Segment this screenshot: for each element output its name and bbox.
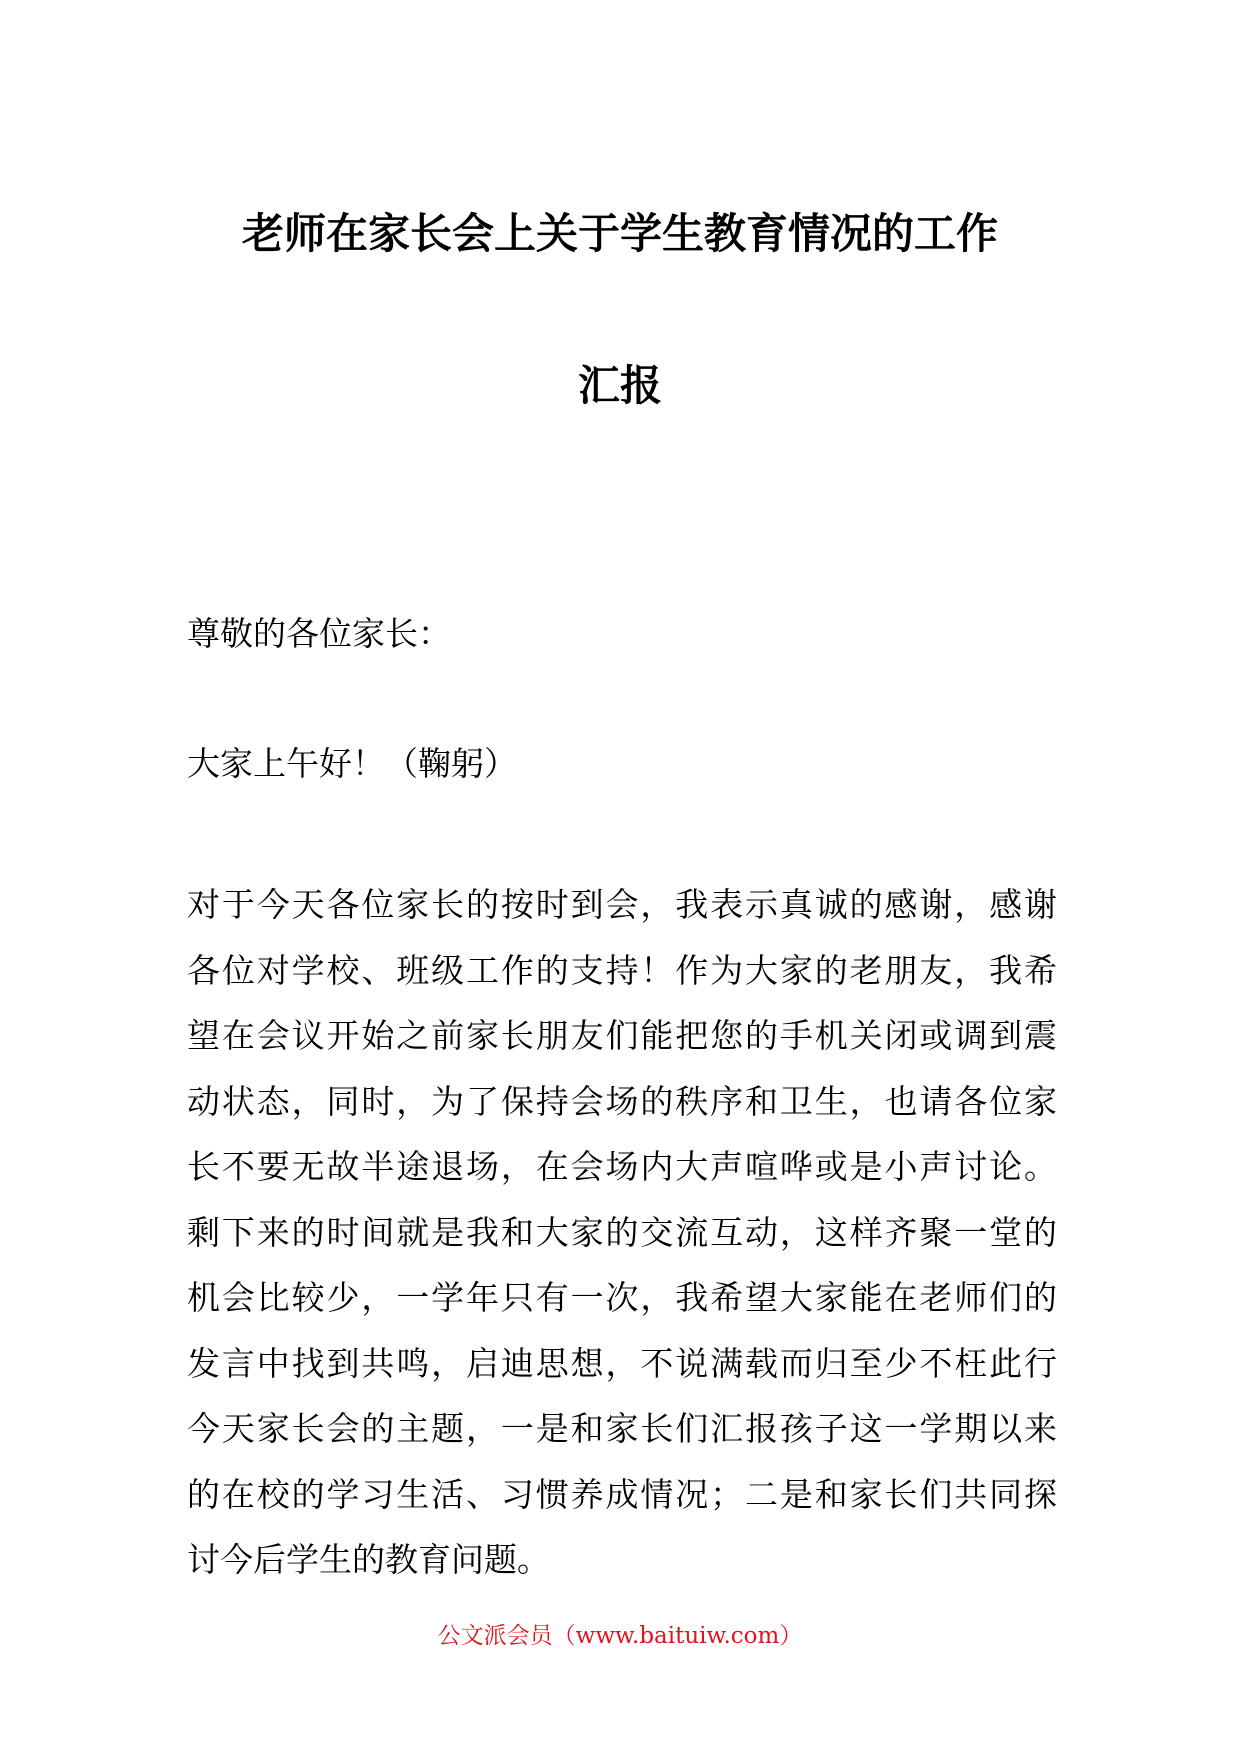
paragraph-line: 发言中找到共鸣，启迪思想，不说满载而归至少不枉此行 <box>187 1343 1057 1383</box>
document-title-line-2: 汇报 <box>577 361 662 410</box>
footer-watermark-link[interactable]: 公文派会员（www.baituiw.com） <box>437 1623 803 1649</box>
paragraph-line: 今天家长会的主题，一是和家长们汇报孩子这一学期以来 <box>187 1409 1057 1448</box>
body-paragraph <box>187 872 1057 1593</box>
document-title-line-1: 老师在家长会上关于学生教育情况的工作 <box>241 209 998 258</box>
salutation: 尊敬的各位家长： <box>187 614 451 653</box>
paragraph-line: 望在会议开始之前家长朋友们能把您的手机关闭或调到震 <box>187 1016 1057 1055</box>
paragraph-line: 动状态，同时，为了保持会场的秩序和卫生，也请各位家 <box>187 1081 1057 1121</box>
greeting: 大家上午好！（鞠躬） <box>187 744 517 783</box>
paragraph-line: 各位对学校、班级工作的支持！作为大家的老朋友，我希 <box>187 950 1057 990</box>
paragraph-line: 对于今天各位家长的按时到会，我表示真诚的感谢，感谢 <box>187 885 1057 924</box>
paragraph-line: 机会比较少，一学年只有一次，我希望大家能在老师们的 <box>187 1278 1057 1317</box>
paragraph-line: 讨今后学生的教育问题。 <box>187 1540 550 1579</box>
paragraph-line: 剩下来的时间就是我和大家的交流互动，这样齐聚一堂的 <box>187 1212 1057 1252</box>
paragraph-line: 的在校的学习生活、习惯养成情况；二是和家长们共同探 <box>187 1474 1057 1514</box>
paragraph-line: 长不要无故半途退场，在会场内大声喧哗或是小声讨论。 <box>187 1147 1057 1186</box>
